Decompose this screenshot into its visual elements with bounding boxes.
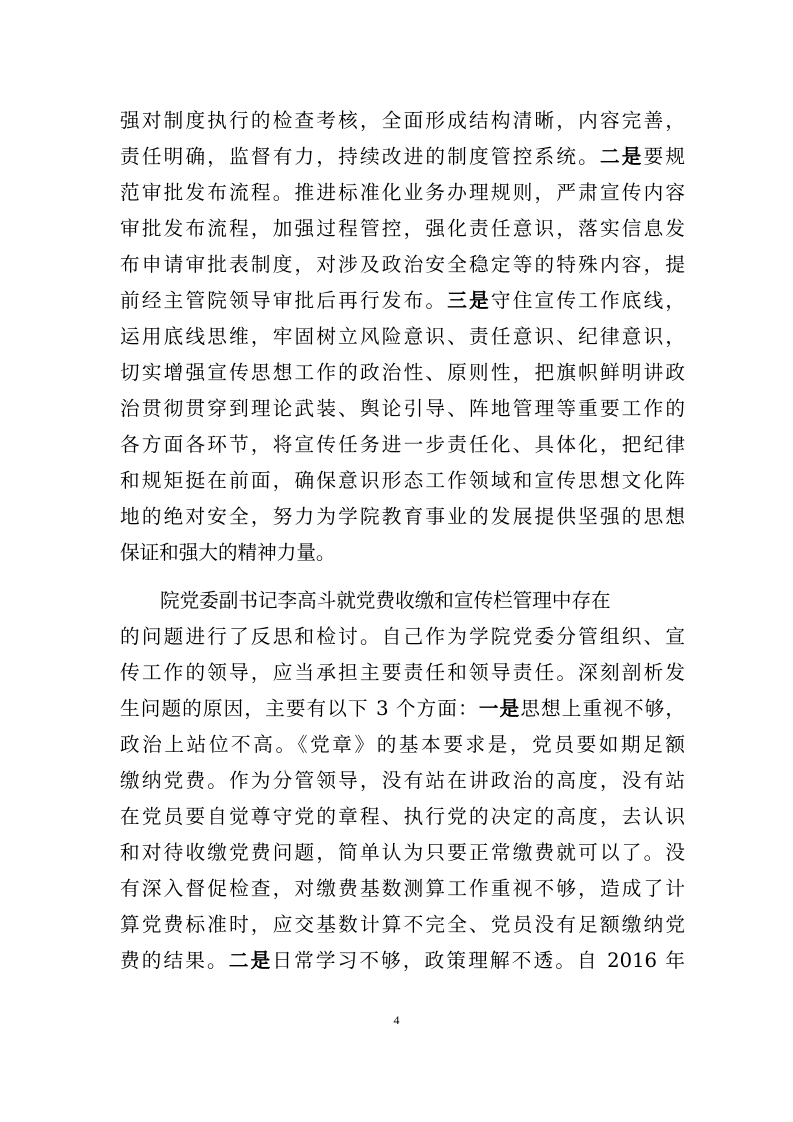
paragraph-line xyxy=(120,357,685,389)
paragraph-line xyxy=(120,393,685,425)
paragraph-line xyxy=(120,873,685,905)
paragraph-line xyxy=(120,909,685,941)
text-run: 思想上重视不够， xyxy=(520,697,685,720)
text-run: 的问题进行了反思和检讨。自己作为学院党委分管组织、宣 xyxy=(120,625,685,648)
paragraph-line xyxy=(120,105,685,137)
text-run: 责任明确，监督有力，持续改进的制度管控系统。 xyxy=(120,145,600,168)
paragraph-line xyxy=(120,693,685,725)
page-number: 4 xyxy=(393,1013,400,1027)
paragraph-line xyxy=(120,177,685,209)
paragraph-line xyxy=(120,657,685,689)
text-run: 保证和强大的精神力量。 xyxy=(120,541,336,564)
paragraph-line xyxy=(120,285,685,317)
text-run: 守住宣传工作底线， xyxy=(490,289,685,312)
emphasis-text: 一是 xyxy=(478,697,521,720)
text-run: 和对待收缴党费问题，简单认为只要正常缴费就可以了。没 xyxy=(120,841,685,864)
text-run: 有深入督促检查，对缴费基数测算工作重视不够，造成了计 xyxy=(120,877,685,900)
text-run: 切实增强宣传思想工作的政治性、原则性，把旗帜鲜明讲政 xyxy=(120,361,685,384)
text-run: 生问题的原因，主要有以下 3 个方面： xyxy=(120,697,479,720)
paragraph-line xyxy=(120,621,685,653)
text-run: 强对制度执行的检查考核，全面形成结构清晰，内容完善， xyxy=(120,109,685,132)
emphasis-text: 二是 xyxy=(228,949,273,972)
paragraph-line xyxy=(120,141,685,173)
text-run: 费的结果。 xyxy=(120,949,229,972)
text-run: 范审批发布流程。推进标准化业务办理规则，严肃宣传内容 xyxy=(120,181,685,204)
paragraph-line xyxy=(120,213,685,245)
text-run: 政治上站位不高。《党章》的基本要求是，党员要如期足额 xyxy=(120,733,685,756)
text-run: 传工作的领导，应当承担主要责任和领导责任。深刻剖析发 xyxy=(120,661,685,684)
paragraph-first-line xyxy=(160,585,665,617)
paragraph-line xyxy=(120,729,685,761)
paragraph-line xyxy=(120,429,685,461)
text-run: 缴纳党费。作为分管领导，没有站在讲政治的高度，没有站 xyxy=(120,769,685,792)
text-run: 在党员要自觉尊守党的章程、执行党的决定的高度，去认识 xyxy=(120,805,685,828)
text-run: 要规 xyxy=(643,145,685,168)
text-run: 审批发布流程，加强过程管控，强化责任意识，落实信息发 xyxy=(120,217,685,240)
text-run: 和规矩挺在前面，确保意识形态工作领域和宣传思想文化阵 xyxy=(120,469,685,492)
text-run: 院党委副书记李高斗就党费收缴和宣传栏管理中存在 xyxy=(160,589,611,612)
paragraph-line xyxy=(120,465,685,497)
paragraph-line xyxy=(120,537,685,569)
text-run: 运用底线思维，牢固树立风险意识、责任意识、纪律意识， xyxy=(120,325,685,348)
paragraph-line xyxy=(120,249,685,281)
paragraph-line xyxy=(120,837,685,869)
text-run: 日常学习不够，政策理解不透。自 2016 年 xyxy=(272,949,685,972)
paragraph-line xyxy=(120,945,685,977)
text-run: 地的绝对安全，努力为学院教育事业的发展提供坚强的思想 xyxy=(120,505,685,528)
paragraph-line xyxy=(120,801,685,833)
paragraph-line xyxy=(120,765,685,797)
text-run: 前经主管院领导审批后再行发布。 xyxy=(120,289,448,312)
paragraph-line xyxy=(120,321,685,353)
text-run: 算党费标准时，应交基数计算不完全、党员没有足额缴纳党 xyxy=(120,913,685,936)
text-run: 各方面各环节，将宣传任务进一步责任化、具体化，把纪律 xyxy=(120,433,685,456)
text-run: 布申请审批表制度，对涉及政治安全稳定等的特殊内容，提 xyxy=(120,253,685,276)
emphasis-text: 二是 xyxy=(599,145,644,168)
paragraph-line xyxy=(120,501,685,533)
emphasis-text: 三是 xyxy=(447,289,491,312)
text-run: 治贯彻贯穿到理论武装、舆论引导、阵地管理等重要工作的 xyxy=(120,397,685,420)
